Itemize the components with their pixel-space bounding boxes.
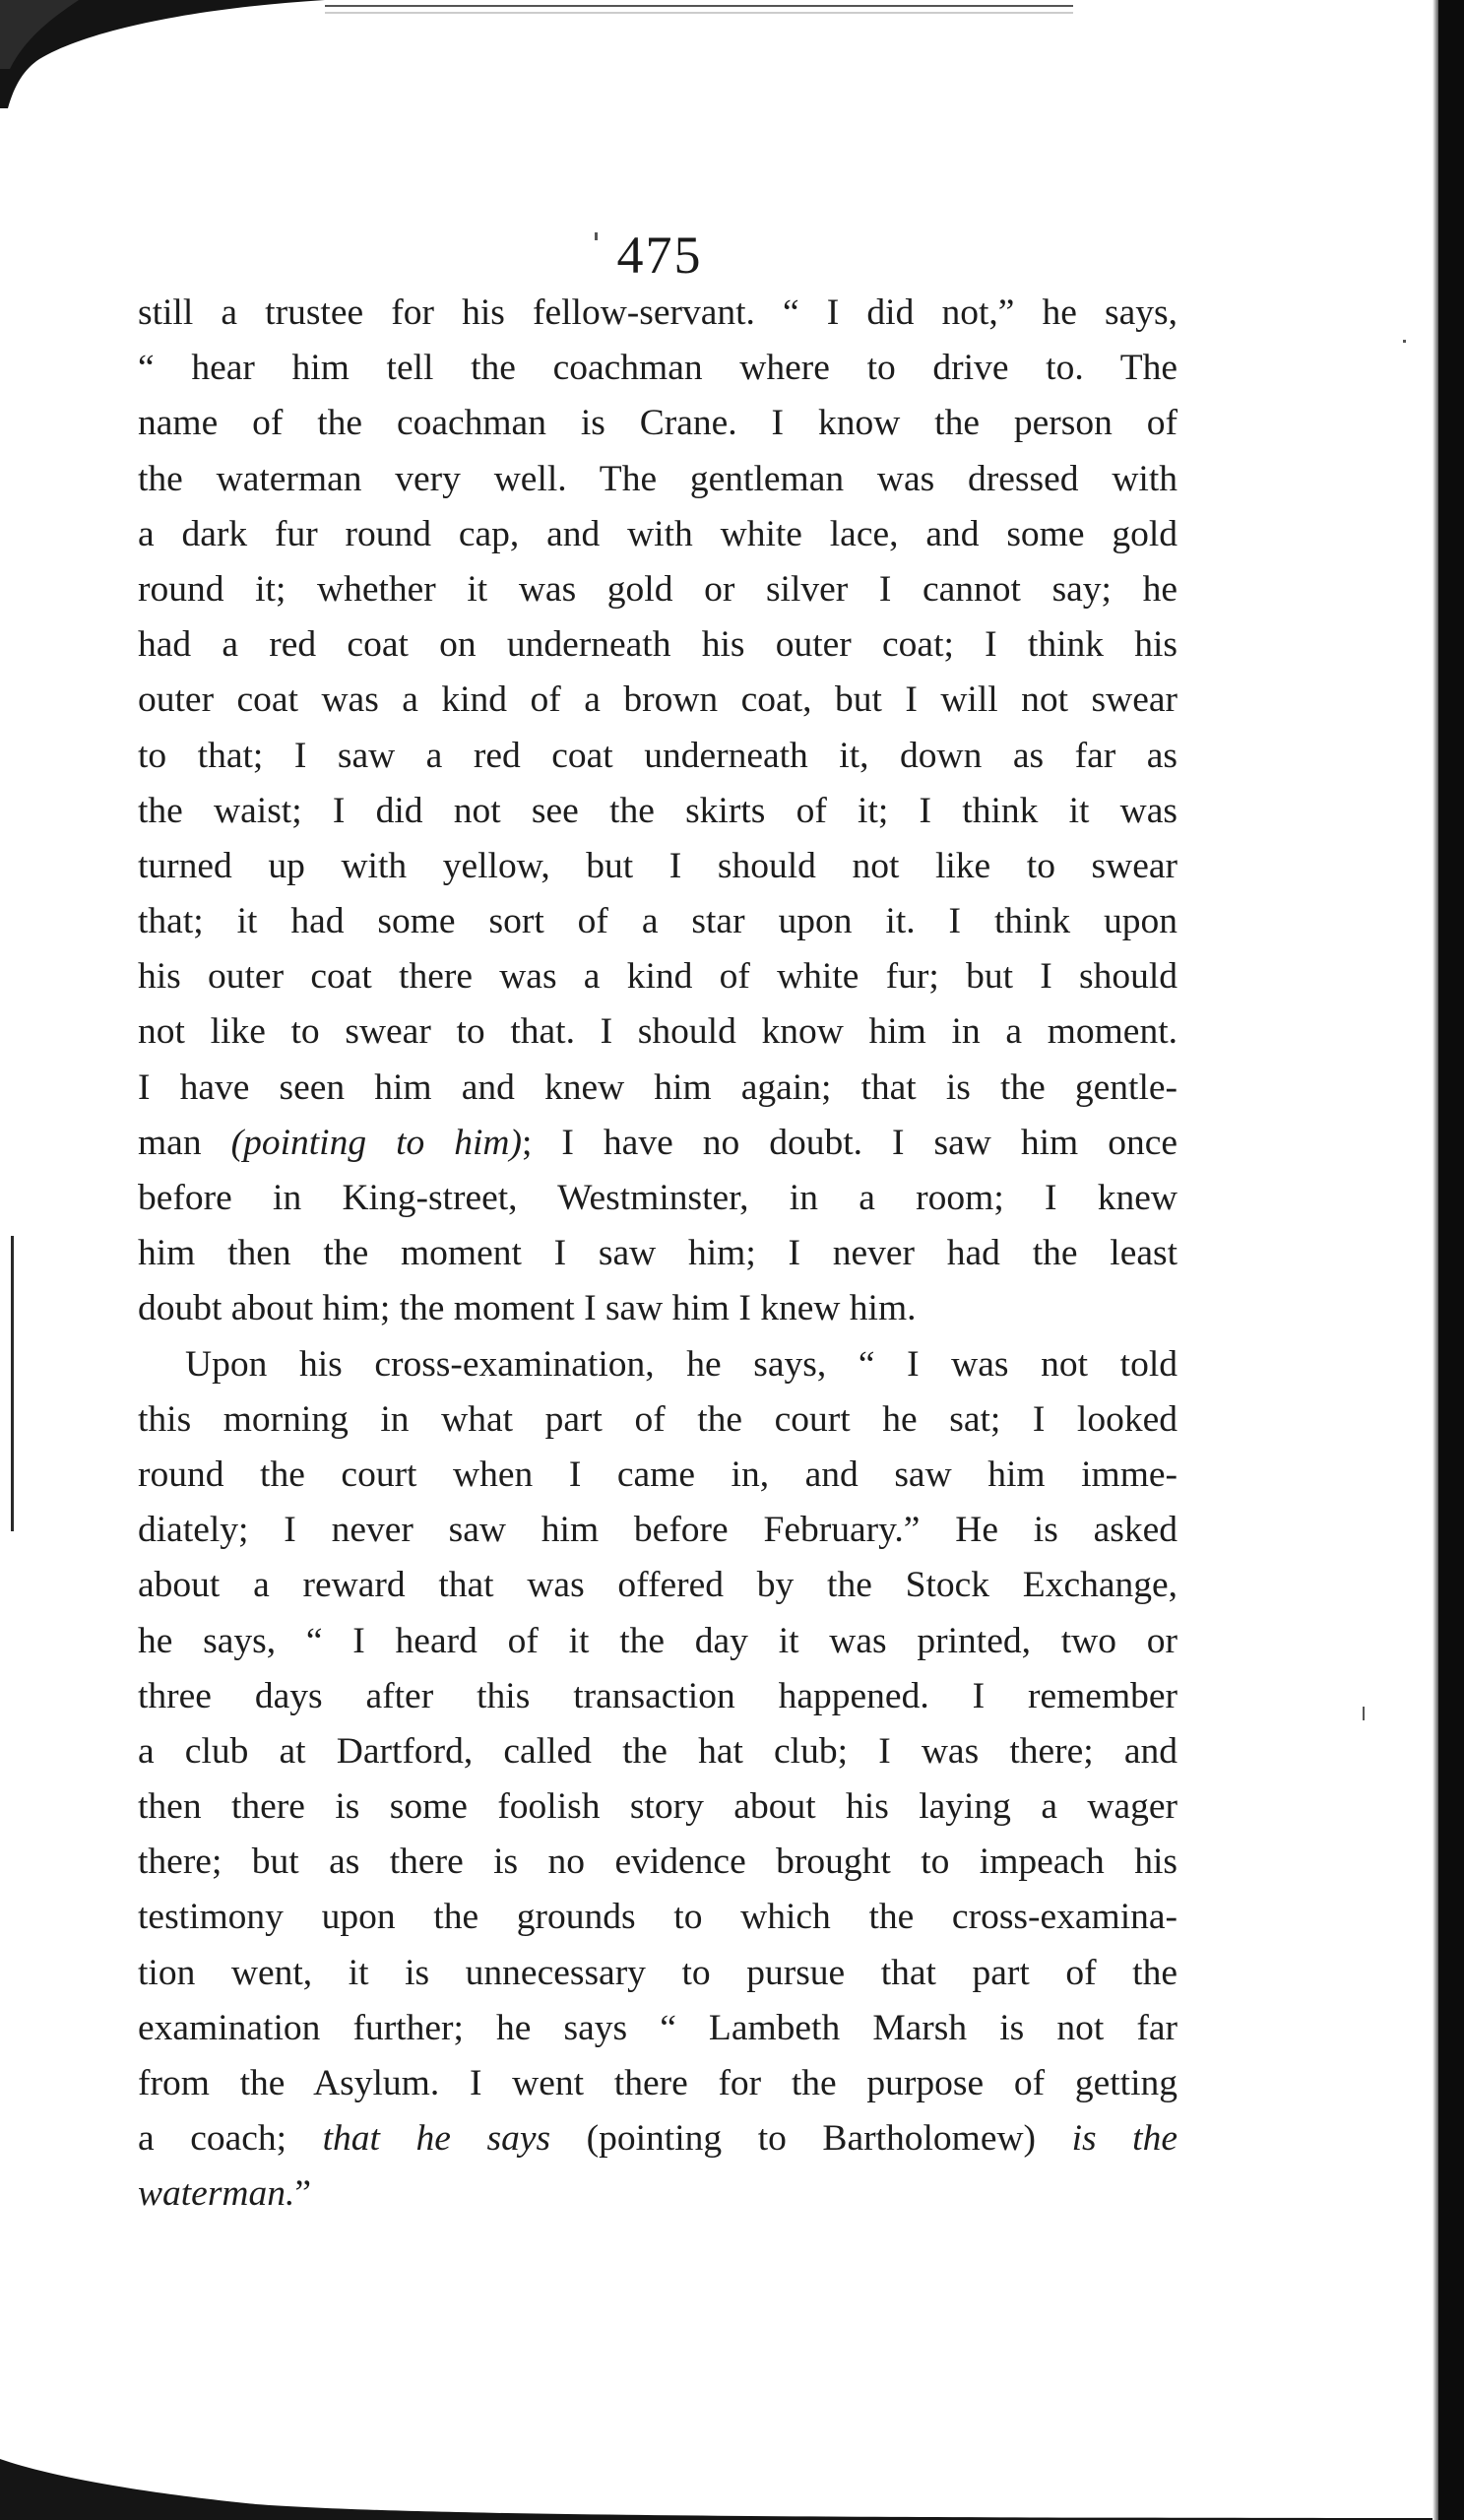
italic-text-run: (pointing to him) xyxy=(230,1122,522,1163)
text-run: (pointing to Bartholomew) xyxy=(550,2118,1072,2160)
text-run: a coach; xyxy=(138,2118,323,2160)
scan-corner-shadow-bottom xyxy=(0,2402,1464,2520)
text-line: the waist; I did not see the skirts of it; I think it was xyxy=(138,790,1178,831)
italic-text-run: waterman. xyxy=(138,2173,295,2215)
italic-text-run: is the xyxy=(1071,2118,1178,2160)
text-line: there; but as there is no evidence brought to impeach his xyxy=(138,1842,1178,1883)
italic-text-run: that he says xyxy=(322,2118,551,2160)
page-number: 475 xyxy=(616,226,703,285)
text-line xyxy=(138,2111,1178,2166)
text-line: still a trustee for his fellow-servant. “ I did not,” he says, xyxy=(138,292,1178,333)
text-line: a club at Dartford, called the hat club; I was there; and xyxy=(138,1730,1178,1772)
text-line: name of the coachman is Crane. I know the person of xyxy=(138,403,1178,444)
text-line: from the Asylum. I went there for the purpose of getting xyxy=(138,2063,1178,2103)
text-line: testimony upon the grounds to which the cross-examina- xyxy=(138,1897,1178,1938)
text-line: three days after this transaction happened. I remember xyxy=(138,1675,1178,1716)
text-line xyxy=(138,2166,1178,2222)
text-line xyxy=(138,1116,1178,1171)
text-run: ” xyxy=(294,2173,312,2215)
text-line: examination further; he says “ Lambeth Marsh is not far xyxy=(138,2007,1178,2048)
text-line: before in King-street, Westminster, in a room; I knew xyxy=(138,1178,1178,1218)
text-line: the waterman very well. The gentleman was dressed with xyxy=(138,458,1178,499)
text-line: he says, “ I heard of it the day it was printed, two or xyxy=(138,1620,1178,1661)
scan-corner-shadow-top xyxy=(0,0,1083,118)
text-line: Upon his cross-examination, he says, “ I was not told xyxy=(185,1343,1178,1385)
text-line: a dark fur round cap, and with white lace, and some gold xyxy=(138,513,1178,554)
speck xyxy=(1363,1707,1365,1720)
text-line: him then the moment I saw him; I never had the least xyxy=(138,1233,1178,1274)
text-line: I have seen him and knew him again; that is the gentle- xyxy=(138,1066,1178,1108)
text-line: “ hear him tell the coachman where to drive to. The xyxy=(138,348,1178,389)
margin-mark xyxy=(11,1236,14,1531)
text-line: turned up with yellow, but I should not like to swear xyxy=(138,845,1178,886)
text-line: this morning in what part of the court he sat; I looked xyxy=(138,1398,1178,1440)
text-line: that; it had some sort of a star upon it. I think upon xyxy=(138,901,1178,942)
text-line: tion went, it is unnecessary to pursue that part of the xyxy=(138,1952,1178,1993)
text-run: man xyxy=(138,1122,231,1163)
book-spine-shadow xyxy=(1438,0,1464,2520)
speck xyxy=(1403,340,1406,343)
text-line: then there is some foolish story about his laying a wager xyxy=(138,1786,1178,1828)
text-line: diately; I never saw him before February.” He is asked xyxy=(138,1510,1178,1551)
text-line: doubt about him; the moment I saw him I knew him. xyxy=(138,1288,917,1329)
text-line: about a reward that was offered by the Stock Exchange, xyxy=(138,1565,1178,1606)
text-line: round it; whether it was gold or silver I cannot say; he xyxy=(138,568,1178,610)
text-line: his outer coat there was a kind of white fur; but I should xyxy=(138,956,1178,998)
text-line: round the court when I came in, and saw him imme- xyxy=(138,1454,1178,1495)
text-line: to that; I saw a red coat underneath it, down as far as xyxy=(138,735,1178,776)
body-text xyxy=(138,286,1178,2223)
text-line: not like to swear to that. I should know him in a moment. xyxy=(138,1011,1178,1053)
text-line: had a red coat on underneath his outer coat; I think his xyxy=(138,624,1178,666)
text-run: ; I have no doubt. I saw him once xyxy=(522,1122,1178,1163)
text-line: outer coat was a kind of a brown coat, but I will not swear xyxy=(138,679,1178,721)
